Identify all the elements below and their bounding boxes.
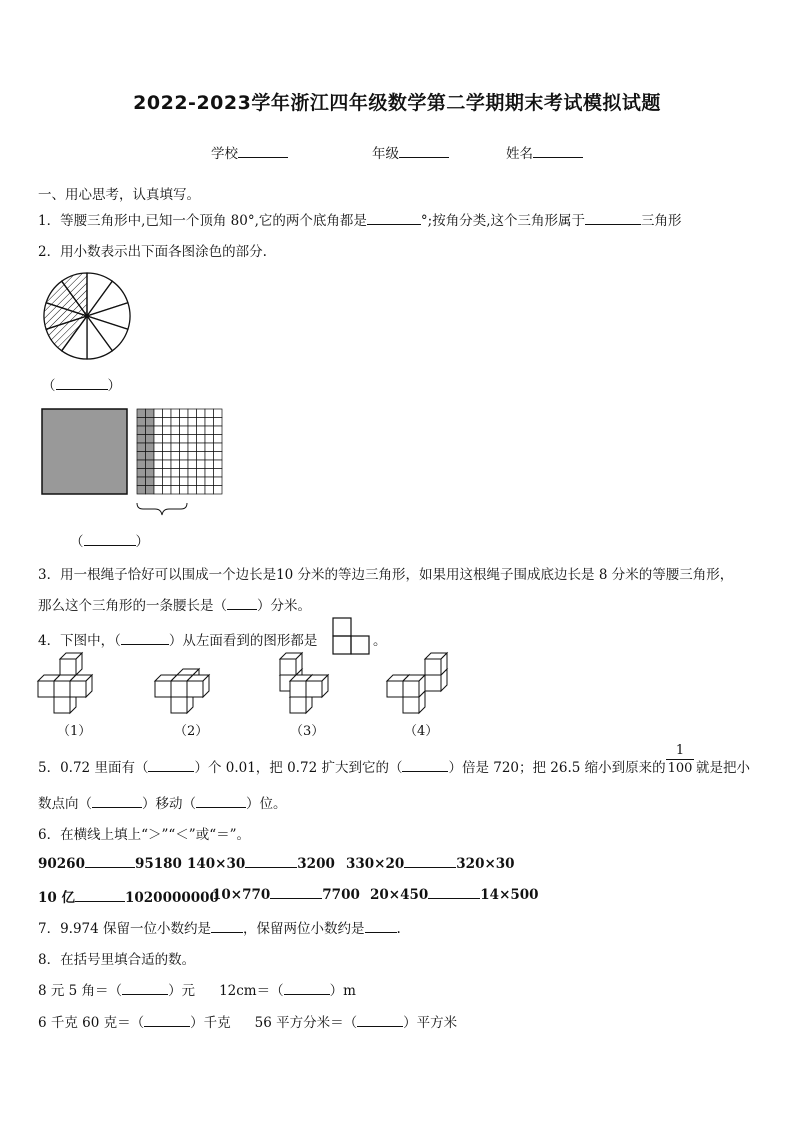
q5-text-d: 就是把小 [696,760,750,776]
grid-cell [205,426,214,435]
fraction [666,743,694,778]
grid-cell [146,460,155,469]
grid-cell [197,477,206,486]
q7-blank-2[interactable] [365,920,397,933]
grid-cell [154,418,163,427]
grid-cell [163,486,172,495]
caption-3: （3） [290,724,325,739]
grid-cell [180,435,189,444]
grid-cell [197,469,206,478]
grid-cell [197,460,206,469]
grid-cell [188,469,197,478]
compare-4-left: 10 亿 [38,890,75,906]
grid-cell [163,443,172,452]
cube-figure-2 [155,669,209,713]
grid-cell [154,409,163,418]
q8-text-1a: 8 元 5 角＝（ [38,983,123,999]
grid-cell [205,460,214,469]
grid-cell [171,426,180,435]
grid-cell [163,477,172,486]
grid-cell [214,469,223,478]
grid-cell [171,409,180,418]
grid-cell [214,452,223,461]
grid-cell [188,426,197,435]
q3-blank[interactable] [227,597,257,610]
fraction-denominator: 100 [667,761,693,776]
cube [403,675,425,697]
q2-paren-close: ） [107,378,121,394]
q5-blank-1[interactable] [148,759,194,772]
q7-blank-1[interactable] [211,920,243,933]
grid-cell [188,418,197,427]
grid-cell [188,409,197,418]
grid-cell [188,460,197,469]
grid-cell [188,443,197,452]
page-title: 2022-2023学年浙江四年级数学第二学期期末考试模拟试题 [133,92,661,114]
compare-3-blank[interactable] [404,855,456,868]
grid-cell [205,469,214,478]
grid-cell [205,452,214,461]
question-3-line-2 [38,594,311,614]
q8-blank-2[interactable] [284,982,330,995]
grid-cell [214,418,223,427]
question-2: 2．用小数表示出下面各图涂色的部分. [38,244,267,260]
question-4 [38,629,317,649]
grid-cell [180,460,189,469]
caption-4: （4） [404,724,439,739]
grid-cell [146,435,155,444]
cube-figure-4 [387,653,447,713]
q5-blank-4[interactable] [196,795,246,808]
q8-text-2a: 6 千克 60 克＝（ [38,1015,145,1031]
compare-5-right: 7700 [322,887,360,903]
grid-cell [205,418,214,427]
q7-text-a: 7．9.974 保留一位小数约是 [38,921,212,937]
grid-cell [171,443,180,452]
shaded-square [42,409,127,494]
grid-cell [146,418,155,427]
q7-text-c: . [396,921,401,937]
cube [60,653,82,675]
cube-figure-1 [38,653,92,713]
compare-1-left: 90260 [38,856,85,872]
q5-text-e: 数点向（ [38,796,92,812]
compare-2 [187,855,335,872]
grid-cell [214,435,223,444]
grid-cell [214,486,223,495]
section-heading: 一、用心思考，认真填写。 [38,187,200,203]
grid-cell [171,460,180,469]
q1-blank-angle[interactable] [367,212,421,225]
grade-label: 年级 [372,146,399,162]
compare-2-blank[interactable] [245,855,297,868]
grid-cell [197,452,206,461]
grid-cell [163,452,172,461]
grid-cell [214,460,223,469]
grid-cell [146,469,155,478]
q8-text-1d: ）m [329,983,356,999]
q1-text-c: 三角形 [640,213,682,229]
grid-cell [214,443,223,452]
compare-1 [38,855,182,872]
q8-text-1b: ）元 [168,983,196,999]
name-blank[interactable] [533,145,583,158]
grade-blank[interactable] [399,145,449,158]
circle-figure [42,271,132,361]
compare-2-left: 140×30 [187,856,246,872]
grid-cell [171,477,180,486]
grid-cell [197,486,206,495]
q5-text-c: ）倍是 720；把 26.5 缩小到原来的 [448,760,666,776]
q8-text-2b: ）千克 [190,1015,231,1031]
q2-paren-open: （ [42,378,56,394]
grid-cell [188,435,197,444]
compare-2-right: 3200 [297,856,335,872]
grid-cell [180,418,189,427]
question-6: 6．在横线上填上“＞”“＜”或“＝”。 [38,827,250,843]
grade-field [372,142,449,162]
grid-cell [146,477,155,486]
grid-cell [197,418,206,427]
cube [187,675,209,697]
q4-text-b: ）从左面看到的图形都是 [168,633,318,649]
q4-text-a: 4．下图中，（ [38,633,121,649]
grid-cell [146,409,155,418]
grid-cell [137,469,146,478]
q4-end: 。 [373,633,387,649]
q8-text-1c: 12cm＝（ [219,983,284,999]
question-5-line-1 [38,756,666,776]
cube [70,675,92,697]
grid-cell [197,435,206,444]
q5-blank-2[interactable] [402,759,448,772]
q8-blank-1[interactable] [122,982,168,995]
grid-cell [180,477,189,486]
cube-figures [0,655,794,715]
grid-cell [180,486,189,495]
q3-text-a: 那么这个三角形的一条腰长是（ [38,598,227,614]
q7-text-b: ，保留两位小数约是 [243,921,365,937]
grid-cell [171,486,180,495]
school-blank[interactable] [238,145,288,158]
q8-row-2 [38,1011,457,1031]
grid-cell [214,426,223,435]
grid-cell [137,435,146,444]
grid-cell [163,426,172,435]
grid-cell [163,435,172,444]
compare-6-left: 20×450 [370,887,429,903]
cube [425,653,447,675]
grid-cell [180,452,189,461]
grid-cell [205,477,214,486]
grid-cell [137,460,146,469]
grid-cell [163,460,172,469]
cube [306,675,328,697]
caption-2: （2） [174,724,209,739]
name-label: 姓名 [506,146,533,162]
grid-cell [205,443,214,452]
q8-blank-3[interactable] [144,1014,190,1027]
q5-text-a: 5．0.72 里面有（ [38,760,149,776]
school-field [211,142,288,162]
grid-cell [154,443,163,452]
grid-cell [214,409,223,418]
q2-blank-2[interactable] [84,533,136,546]
grid-cell [137,452,146,461]
grid-cell [171,418,180,427]
grid-cell [154,426,163,435]
q5-text-b: ）个 0.01，把 0.72 扩大到它的（ [194,760,403,776]
q5-text-f: ）移动（ [142,796,196,812]
grid-cell [188,452,197,461]
q3-text-b: ）分米。 [257,598,311,614]
grid-cell [154,469,163,478]
grid-cell [180,469,189,478]
compare-1-blank[interactable] [85,855,135,868]
compare-3-right: 320×30 [456,856,515,872]
grid-cell [205,409,214,418]
q1-text-a: 1．等腰三角形中,已知一个顶角 80°,它的两个底角都是 [38,213,367,229]
hundred-grid [137,409,222,494]
compare-4-blank[interactable] [75,889,125,902]
q5-blank-3[interactable] [92,795,142,808]
grid-cell [137,443,146,452]
grid-cell [137,477,146,486]
grid-cell [154,460,163,469]
grid-cell [180,426,189,435]
q4-blank[interactable] [121,632,169,645]
grid-cell [154,477,163,486]
grid-cell [163,418,172,427]
q2-blank-1[interactable] [56,377,108,390]
caption-1: （1） [57,724,92,739]
grid-cell [188,486,197,495]
q8-blank-4[interactable] [357,1014,403,1027]
grid-figure [40,407,230,517]
grid-cell [214,477,223,486]
grid-cell [188,477,197,486]
q1-text-b: °;按角分类,这个三角形属于 [420,213,585,229]
question-3-line-1: 3．用一根绳子恰好可以围成一个边长是10 分米的等边三角形，如果用这根绳子围成底边长是 8 分米的等腰三角形， [38,567,734,583]
question-5-line-2 [38,792,287,812]
q1-blank-type[interactable] [585,212,641,225]
grid-cell [146,486,155,495]
circle-sectors [44,273,130,359]
q8-row-1 [38,979,356,999]
cube [280,653,302,675]
compare-5-blank[interactable] [270,886,322,899]
grid-cell [137,486,146,495]
question-1 [38,209,681,229]
compare-3-left: 330×20 [346,856,405,872]
compare-1-right: 95180 [134,856,182,872]
compare-5 [212,886,360,903]
left-view-shape [332,617,372,657]
grid-cell [180,443,189,452]
grid-cell [137,409,146,418]
grid-cell [171,469,180,478]
q2-answer-1 [42,374,121,394]
grid-cell [197,409,206,418]
grid-cell [163,409,172,418]
cube-figure-3 [280,653,328,713]
q2-answer-2 [70,530,149,550]
q8-text-2d: ）平方米 [403,1015,458,1031]
q2-paren-close-2: ） [135,534,149,550]
question-7 [38,917,401,937]
grid-cell [205,435,214,444]
compare-4-right: 1020000000 [125,890,219,906]
question-8: 8．在括号里填合适的数。 [38,952,196,968]
name-field [506,142,583,162]
school-label: 学校 [211,146,238,162]
brace-icon [137,503,187,515]
q8-text-2c: 56 平方分米＝（ [254,1015,358,1031]
q5-text-g: ）位。 [246,796,287,812]
grid-cell [146,443,155,452]
grid-cell [205,486,214,495]
compare-4 [38,886,219,906]
q2-paren-open-2: （ [70,534,84,550]
grid-cell [163,469,172,478]
grid-cell [154,452,163,461]
grid-cell [197,443,206,452]
compare-6 [370,886,539,903]
grid-cell [137,418,146,427]
compare-6-right: 14×500 [480,887,539,903]
grid-cell [154,486,163,495]
compare-3 [346,855,515,872]
grid-cell [146,452,155,461]
grid-cell [171,435,180,444]
grid-cell [154,435,163,444]
fraction-numerator: 1 [675,743,685,758]
compare-6-blank[interactable] [428,886,480,899]
grid-cell [180,409,189,418]
grid-cell [171,452,180,461]
compare-5-left: 10×770 [212,887,271,903]
grid-cell [197,426,206,435]
grid-cell [146,426,155,435]
grid-cell [137,426,146,435]
